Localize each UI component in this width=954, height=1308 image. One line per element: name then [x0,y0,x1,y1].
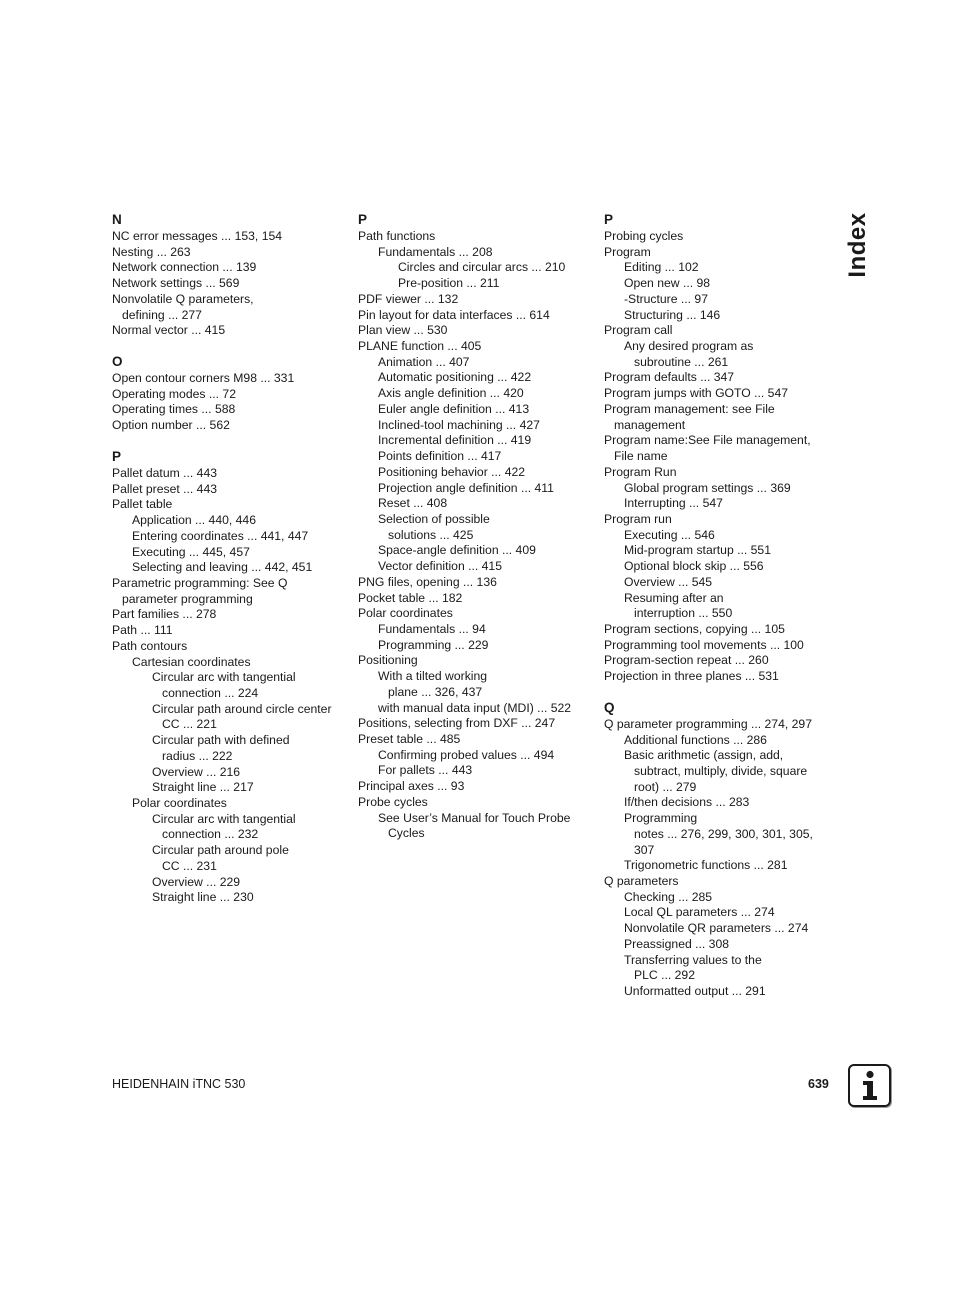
index-entry: Circles and circular arcs ... 210 [398,260,566,275]
index-entry: Probing cycles [604,229,684,243]
index-entry: Network connection ... 139 [112,260,257,275]
index-entry: Q parameter programming ... 274, 297 [604,716,812,731]
index-entry: PLANE function ... 405 [358,339,482,354]
index-entry: Preassigned ... 308 [624,936,730,951]
index-entry: Pallet datum ... 443 [112,465,218,480]
index-entry: Operating modes ... 72 [112,386,236,401]
index-entry: Reset ... 408 [378,496,448,511]
index-entry: Positioning [358,653,418,668]
index-entry: Selection of possible [378,511,490,526]
index-entry: Overview ... 545 [624,574,713,589]
index-entry: Cartesian coordinates [132,654,251,669]
index-entry: connection ... 224 [162,685,259,700]
index-entry: Program jumps with GOTO ... 547 [604,386,789,401]
index-entry: Projection angle definition ... 411 [378,480,554,495]
index-entry: PLC ... 292 [634,968,695,983]
index-entry: subroutine ... 261 [634,354,729,369]
index-entry: Pin layout for data interfaces ... 614 [358,307,550,322]
index-entry: Basic arithmetic (assign, add, [624,748,784,763]
index-entry: Executing ... 546 [624,527,715,542]
index-section [112,211,352,339]
index-entry: Principal axes ... 93 [358,779,465,794]
index-entry: Axis angle definition ... 420 [378,386,524,401]
index-entry: Open new ... 98 [624,276,711,291]
section-letter: O [112,354,123,370]
index-entry: PNG files, opening ... 136 [358,574,497,589]
side-title [838,212,878,278]
section-letter: Q [604,699,615,715]
index-entry: Nonvolatile QR parameters ... 274 [624,921,809,936]
index-entry: Incremental definition ... 419 [378,433,532,448]
index-entry: Overview ... 229 [152,874,241,889]
index-entry: with manual data input (MDI) ... 522 [378,700,572,715]
index-entry: Program run [604,511,672,526]
index-entry: Program sections, copying ... 105 [604,621,785,636]
index-entry: PDF viewer ... 132 [358,291,459,306]
index-entry: For pallets ... 443 [378,763,473,778]
index-section [112,353,352,434]
index-entry: Programming tool movements ... 100 [604,637,804,652]
index-entry: Euler angle definition ... 413 [378,401,530,416]
index-entry: defining ... 277 [122,307,202,322]
index-entry: Program defaults ... 347 [604,370,735,385]
index-entry: Animation ... 407 [378,354,470,369]
index-entry: Circular path with defined [152,733,290,748]
index-section [604,699,834,1000]
index-entry: Network settings ... 569 [112,276,240,291]
index-entry: Projection in three planes ... 531 [604,669,779,684]
index-entry: Global program settings ... 369 [624,480,791,495]
index-entry: Executing ... 445, 457 [132,544,250,559]
index-entry: Cycles [388,826,425,841]
index-entry: Circular path around pole [152,843,289,858]
index-entry: Circular path around circle center [152,701,332,716]
index-entry: Optional block skip ... 556 [624,559,764,574]
index-entry: interruption ... 550 [634,606,733,621]
index-entry: Pre-position ... 211 [398,276,500,291]
section-letter: N [112,212,122,227]
index-entry: Unformatted output ... 291 [624,984,766,999]
index-entry: Program management: see File [604,401,775,416]
index-entry: parameter programming [122,591,253,606]
index-entry: Programming [624,811,698,826]
index-entry: Fundamentals ... 94 [378,621,486,636]
index-entry: Confirming probed values ... 494 [378,747,555,762]
index-entry: Option number ... 562 [112,418,230,433]
page-number: 639 [808,1077,829,1091]
index-entry: Local QL parameters ... 274 [624,905,775,920]
index-entry: root) ... 279 [634,779,697,794]
index-entry: Part families ... 278 [112,607,217,622]
index-entry: 307 [634,842,655,857]
index-entry: Space-angle definition ... 409 [378,543,536,558]
index-entry: Selecting and leaving ... 442, 451 [132,560,313,575]
index-entry: CC ... 221 [162,717,217,732]
index-entry: Circular arc with tangential [152,811,296,826]
index-entry: Operating times ... 588 [112,402,236,417]
index-entry: Polar coordinates [358,606,453,621]
index-entry: Program Run [604,464,677,479]
index-entry: notes ... 276, 299, 300, 301, 305, [634,826,813,841]
index-entry: Inclined-tool machining ... 427 [378,417,540,432]
index-entry: Preset table ... 485 [358,732,461,746]
index-entry: See User’s Manual for Touch Probe [378,810,571,825]
index-entry: Editing ... 102 [624,260,699,275]
side-title-text: Index [844,212,871,278]
index-entry: Programming ... 229 [378,637,489,652]
index-entry: Pocket table ... 182 [358,590,463,605]
index-entry: Path contours [112,638,188,653]
index-entry: Program name:See File management, [604,433,811,448]
index-entry: solutions ... 425 [388,527,474,542]
section-letter: P [358,212,368,227]
index-entry: Polar coordinates [132,796,227,810]
section-letter: P [112,448,122,464]
info-icon [848,1064,891,1107]
index-entry: Vector definition ... 415 [378,559,502,574]
index-entry: Q parameters [604,874,679,889]
index-entry: Resuming after an [624,590,724,605]
index-entry: connection ... 232 [162,827,259,842]
index-section [358,211,598,842]
index-entry: NC error messages ... 153, 154 [112,229,283,243]
index-entry: Additional functions ... 286 [624,732,767,747]
footer-product-name: HEIDENHAIN iTNC 530 [112,1077,246,1091]
index-entry: plane ... 326, 437 [388,684,483,699]
index-entry: Nonvolatile Q parameters, [112,291,254,306]
index-section [604,211,834,685]
index-entry: Application ... 440, 446 [132,513,256,528]
index-entry: Path functions [358,229,436,243]
index-entry: Any desired program as [624,339,754,354]
index-entry: Structuring ... 146 [624,307,721,322]
index-column-3 [604,211,834,1014]
index-column-1 [112,211,352,920]
index-entry: Program call [604,323,673,338]
index-entry: -Structure ... 97 [624,291,708,306]
index-entry: subtract, multiply, divide, square [634,764,808,778]
index-entry: Checking ... 285 [624,889,713,904]
index-entry: Fundamentals ... 208 [378,244,493,259]
index-column-2 [358,211,598,856]
index-entry: radius ... 222 [162,748,233,763]
index-entry: Program-section repeat ... 260 [604,653,769,668]
index-entry: Pallet table [112,497,173,512]
section-letter: P [604,212,614,227]
index-entry: Positions, selecting from DXF ... 247 [358,716,556,731]
index-entry: Entering coordinates ... 441, 447 [132,528,309,543]
index-entry: Probe cycles [358,794,428,809]
index-entry: Interrupting ... 547 [624,496,723,511]
index-entry: Mid-program startup ... 551 [624,543,771,558]
index-entry: Nesting ... 263 [112,244,191,259]
index-entry: Trigonometric functions ... 281 [624,858,788,873]
index-entry: Circular arc with tangential [152,670,296,685]
index-entry: Overview ... 216 [152,764,241,779]
index-entry: Straight line ... 230 [152,890,254,905]
index-entry: Transferring values to the [624,952,762,967]
index-entry: Points definition ... 417 [378,449,502,464]
index-entry: Straight line ... 217 [152,780,254,795]
index-entry: If/then decisions ... 283 [624,795,750,810]
index-entry: Automatic positioning ... 422 [378,370,532,385]
index-entry: With a tilted working [378,669,488,684]
index-entry: Plan view ... 530 [358,323,448,338]
index-entry: Open contour corners M98 ... 331 [112,371,295,386]
index-entry: Path ... 111 [112,623,173,638]
index-entry: Normal vector ... 415 [112,323,226,338]
index-entry: Pallet preset ... 443 [112,481,218,496]
index-entry: Positioning behavior ... 422 [378,464,526,479]
info-glyph-icon [850,1066,889,1105]
index-entry: CC ... 231 [162,858,217,873]
index-section [112,448,352,906]
index-entry: Parametric programming: See Q [112,575,288,590]
index-entry: management [614,417,686,432]
index-entry: Program [604,244,651,259]
index-entry: File name [614,449,668,464]
